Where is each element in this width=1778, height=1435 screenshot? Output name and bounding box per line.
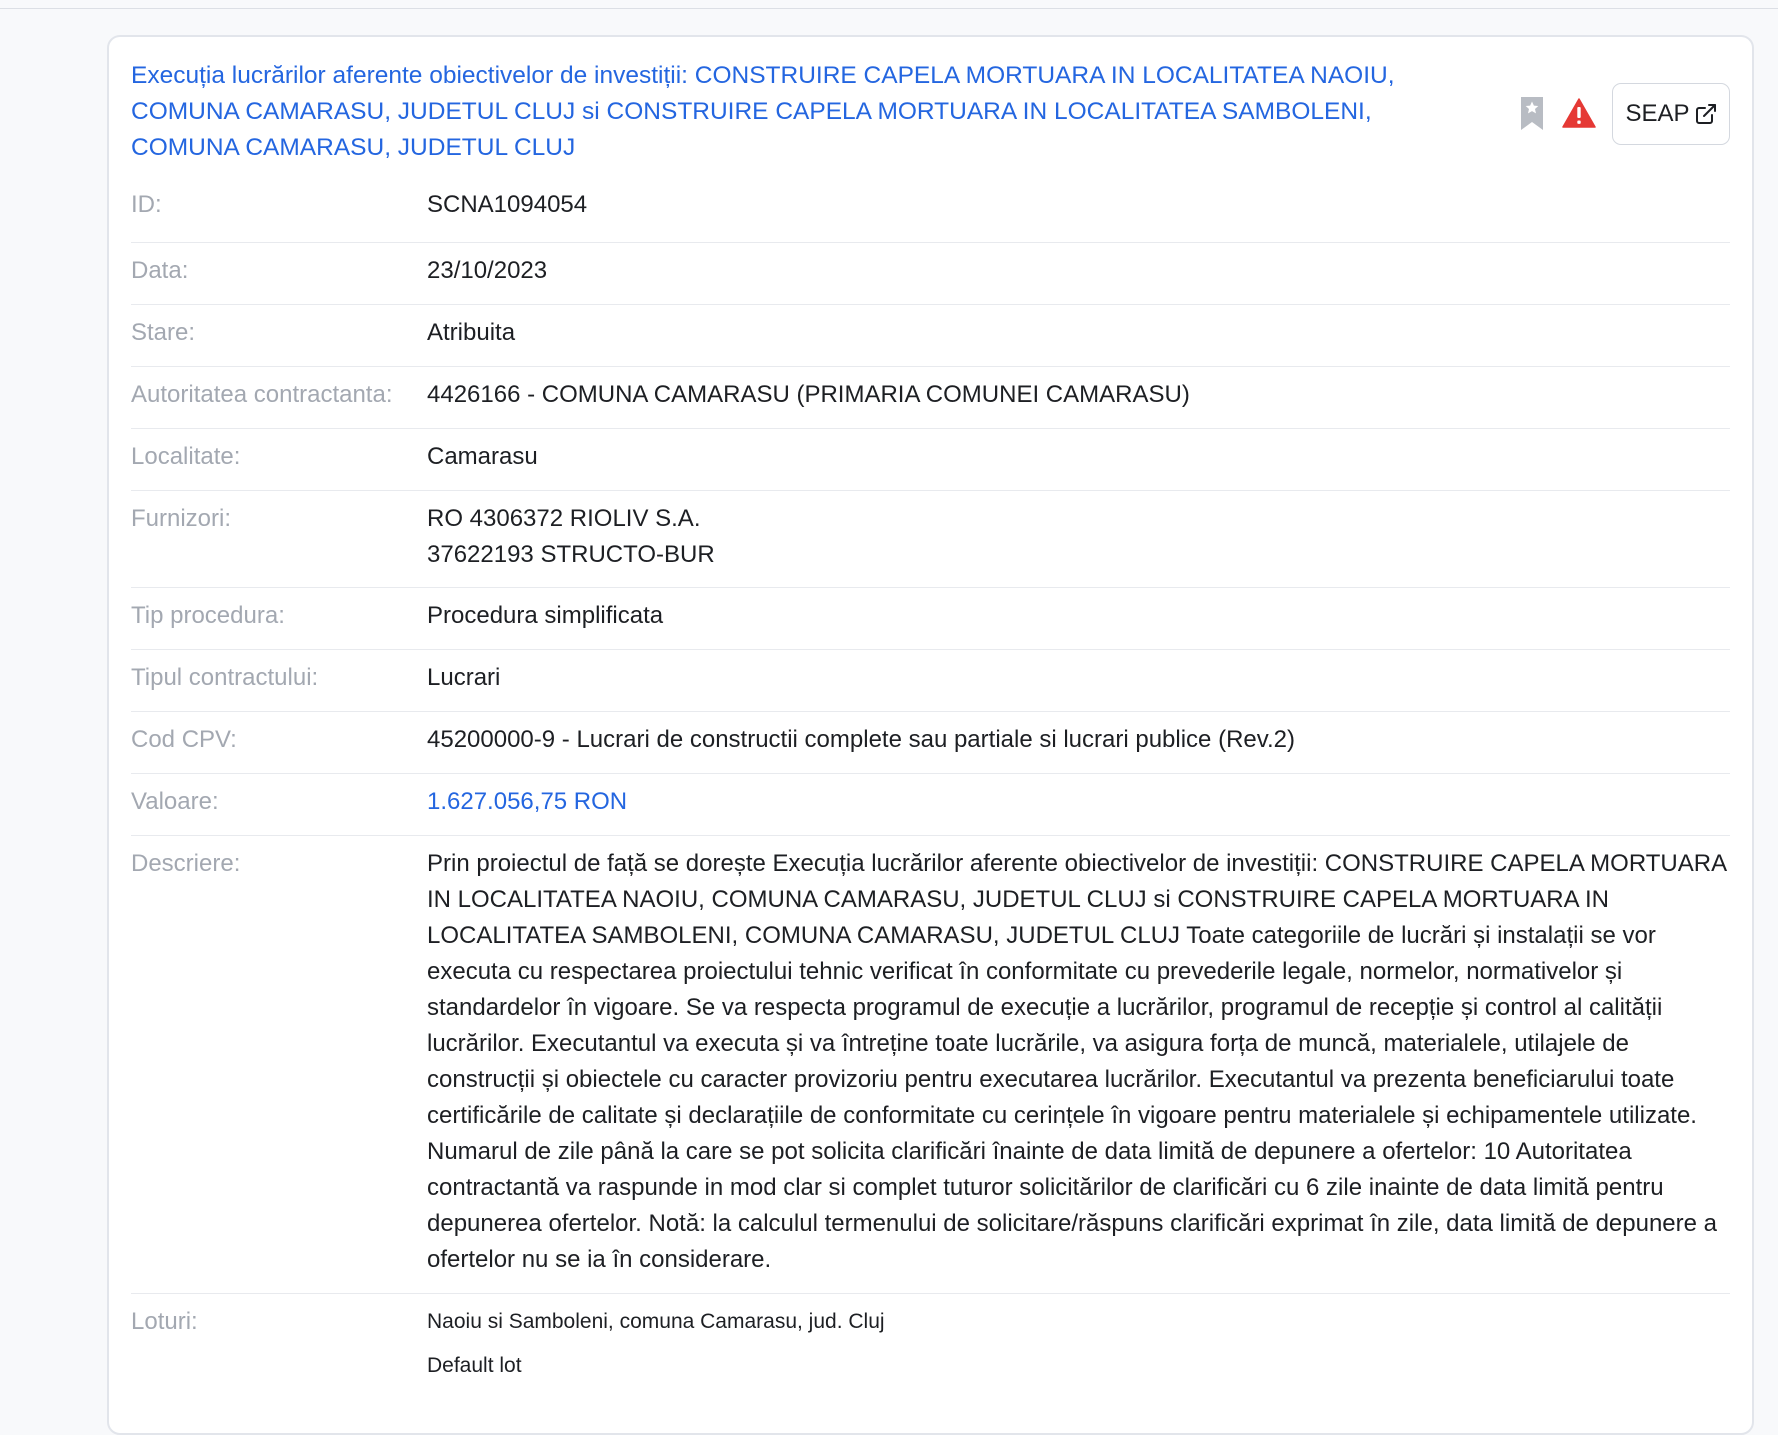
field-row-stare bbox=[131, 304, 1730, 367]
field-row-loturi bbox=[131, 1293, 1730, 1394]
field-value-cpv: 45200000-9 - Lucrari de constructii complete sau partiale si lucrari publice (Rev.2) bbox=[427, 726, 1295, 753]
field-value-tip-procedura: Procedura simplificata bbox=[427, 602, 664, 629]
field-row-autoritate bbox=[131, 366, 1730, 429]
top-divider bbox=[0, 8, 1778, 9]
field-label: Stare: bbox=[131, 319, 196, 346]
seap-button-label: SEAP bbox=[1625, 100, 1690, 127]
field-label: Tipul contractului: bbox=[131, 664, 319, 691]
field-value-descriere: Prin proiectul de față se dorește Execuția lucrărilor aferente obiectivelor de investiții: CONSTRUIRE CAPELA MORTUARA IN LOCALITATEA NAOIU, COMUNA CAMARASU, JUDETUL CLUJ si CONSTRUIRE CAPELA MORTUARA IN LOCALITATEA SAMBOLENI, COMUNA CAMARASU, JUDETUL CLUJ Toate categoriile de lucrări și instalații se vor executa cu respectarea proiectului tehnic verificat în conformitate cu prevederile legale, normelor, normativelor și standardelor în vigoare. Se va respecta programul de execuție a lucrărilor, programul de recepție și control al calității lucrărilor. Executantul va executa și va întreține toate lucrările, va asigura forța de muncă, materialele, utilajele de construcții și obiectele cu caracter provizoriu pentru executarea lucrărilor. Executantul va prezenta beneficiarului toate certificările de calitate și declarațiile de conformitate cu cerințele în vigoare pentru materialele și echipamentele utilizate. Numarul de zile până la care se pot solicita clarificări înainte de data limită de depunere a ofertelor: 10 Autoritatea contractantă va raspunde in mod clar si complet tuturor solicitărilor de clarificări cu 6 zile inainte de data limită pentru depunerea ofertelor. Notă: la calculul termenului de solicitare/răspuns clarificări exprimat în zile, data limită de depunere a ofertelor nu se ia în considerare. bbox=[427, 850, 1726, 1273]
field-row-tip-contract bbox=[131, 649, 1730, 712]
field-label: Descriere: bbox=[131, 850, 241, 877]
field-value-localitate: Camarasu bbox=[427, 443, 538, 470]
field-label: ID: bbox=[131, 191, 162, 218]
seap-button[interactable] bbox=[1612, 83, 1730, 145]
field-value-valoare: 1.627.056,75 RON bbox=[427, 788, 628, 815]
field-value-data: 23/10/2023 bbox=[427, 257, 548, 284]
bookmark-star-icon[interactable] bbox=[1520, 97, 1544, 131]
field-row-valoare bbox=[131, 773, 1730, 836]
field-row-cpv bbox=[131, 711, 1730, 774]
field-label: Furnizori: bbox=[131, 505, 232, 532]
lot-item: Naoiu si Samboleni, comuna Camarasu, jud. Cluj bbox=[427, 1310, 885, 1333]
field-label: Localitate: bbox=[131, 443, 241, 470]
field-row-localitate bbox=[131, 428, 1730, 491]
field-label: Cod CPV: bbox=[131, 726, 237, 753]
field-value-tip-contract: Lucrari bbox=[427, 664, 501, 691]
field-value-stare: Atribuita bbox=[427, 319, 516, 346]
field-value-autoritate: 4426166 - COMUNA CAMARASU (PRIMARIA COMUNEI CAMARASU) bbox=[427, 381, 1190, 408]
field-value-loturi bbox=[427, 1307, 1730, 1381]
supplier-item: RO 4306372 RIOLIV S.A. bbox=[427, 505, 701, 532]
field-row-id bbox=[131, 180, 1730, 243]
warning-triangle-icon[interactable] bbox=[1562, 98, 1596, 128]
lot-item: Default lot bbox=[427, 1354, 522, 1377]
field-row-descriere bbox=[131, 835, 1730, 1294]
field-value-id: SCNA1094054 bbox=[427, 191, 588, 218]
external-link-icon bbox=[1695, 103, 1717, 125]
field-row-tip-procedura bbox=[131, 587, 1730, 650]
supplier-item: 37622193 STRUCTO-BUR bbox=[427, 541, 715, 568]
field-label: Autoritatea contractanta: bbox=[131, 381, 393, 408]
field-label: Valoare: bbox=[131, 788, 219, 815]
field-row-furnizori bbox=[131, 490, 1730, 588]
tender-title-link[interactable]: Execuția lucrărilor aferente obiectivelor de investiții: CONSTRUIRE CAPELA MORTUARA IN LOCALITATEA NAOIU, COMUNA CAMARASU, JUDETUL CLUJ si CONSTRUIRE CAPELA MORTUARA IN LOCALITATEA SAMBOLENI, COMUNA CAMARASU, JUDETUL CLUJ bbox=[131, 62, 1395, 161]
field-label: Loturi: bbox=[131, 1308, 198, 1335]
field-label: Tip procedura: bbox=[131, 602, 285, 629]
field-label: Data: bbox=[131, 257, 189, 284]
field-row-data bbox=[131, 242, 1730, 305]
field-value-furnizori bbox=[427, 501, 1730, 573]
